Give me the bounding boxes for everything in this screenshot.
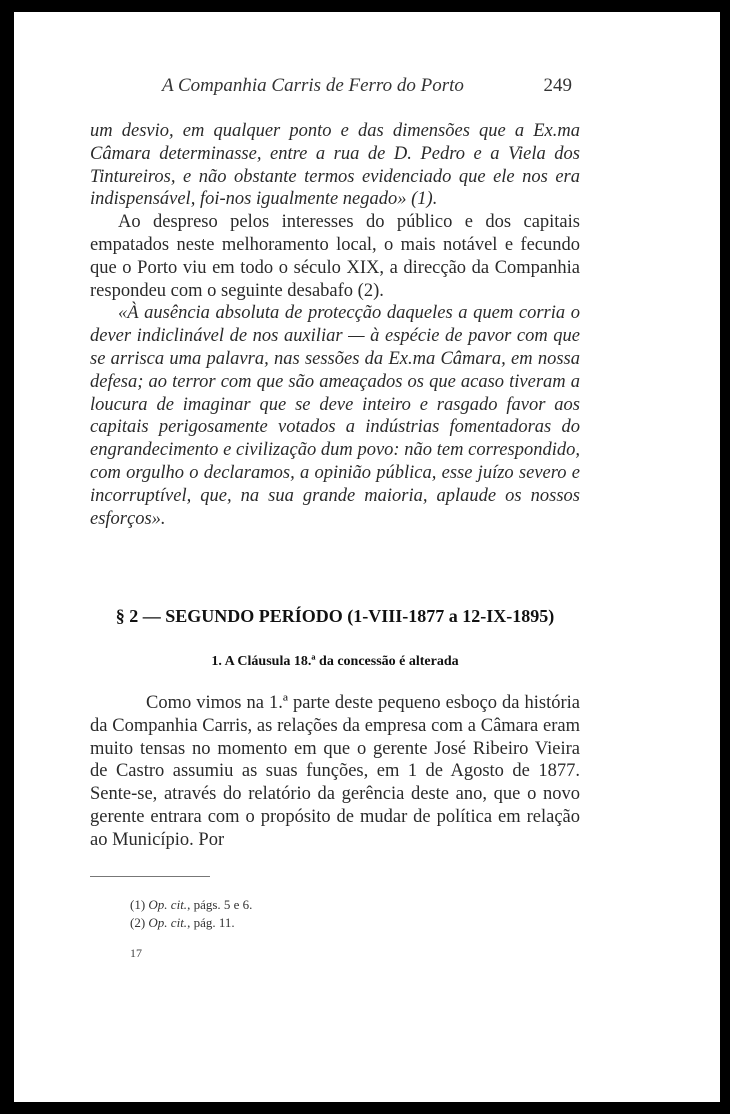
- footnote: [130, 896, 430, 914]
- running-title: A Companhia Carris de Ferro do Porto: [162, 75, 464, 96]
- footnote-pages: , págs. 5 e 6.: [187, 897, 253, 912]
- body-text-top: [90, 120, 580, 530]
- document-page: [14, 12, 720, 1102]
- footnote-mark: (2): [130, 915, 146, 930]
- signature-mark: 17: [130, 946, 142, 960]
- quote-continuation: um desvio, em qualquer ponto e das dimensões que a Ex.ma Câmara determinasse, entre a rua de D. Pedro e a Viela dos Tintureiros, e não obstante termos evidenciado que ele nos era indispensável, foi-nos igualmente negado» (1).: [90, 121, 580, 210]
- footnote-divider: [90, 876, 210, 877]
- running-header: [162, 74, 572, 98]
- subsection-heading: 1. A Cláusula 18.ª da concessão é alterada: [211, 654, 459, 669]
- footnotes: [130, 896, 430, 932]
- body-text-bottom: [90, 692, 580, 852]
- footnote-mark: (1): [130, 897, 146, 912]
- footnote-pages: , pág. 11.: [187, 915, 235, 930]
- footnote: [130, 914, 430, 932]
- body-paragraph: Como vimos na 1.ª parte deste pequeno esboço da história da Companhia Carris, as relações da empresa com a Câmara eram muito tensas no momento em que o gerente José Ribeiro Vieira de Castro assumiu as suas funções, em 1 de Agosto de 1877. Sente-se, através do relatório da gerência deste ano, que o novo gerente entrara com o propósito de mudar de política em relação ao Município. Por: [90, 693, 580, 850]
- footnote-citation: Op. cit.: [148, 915, 188, 930]
- block-quote: «À ausência absoluta de protecção daqueles a quem corria o dever indiclinável de nos auxiliar — à espécie de pavor com que se arrisca uma palavra, nas sessões da Ex.ma Câmara, em nossa defesa; ao terror com que são ameaçados os que acaso tiveram a loucura de imaginar que se deve inteiro e rasgado favor aos capitais perigosamente votados a indústrias fomentadoras do engrandecimento e civilização dum povo: não tem correspondido, com orgulho o declaramos, a opinião pública, esse juízo severo e incorruptível, que, na sua grande maioria, aplaude os nossos esforços».: [90, 303, 580, 529]
- page-number: 249: [543, 75, 572, 96]
- section-heading: § 2 — SEGUNDO PERÍODO (1-VIII-1877 a 12-IX-1895): [115, 606, 555, 626]
- body-paragraph: Ao despreso pelos interesses do público e dos capitais empatados neste melhoramento local, o mais notável e fecundo que o Porto viu em todo o século XIX, a direcção da Companhia respondeu com o seguinte desabafo (2).: [90, 212, 580, 301]
- footnote-citation: Op. cit.: [148, 897, 188, 912]
